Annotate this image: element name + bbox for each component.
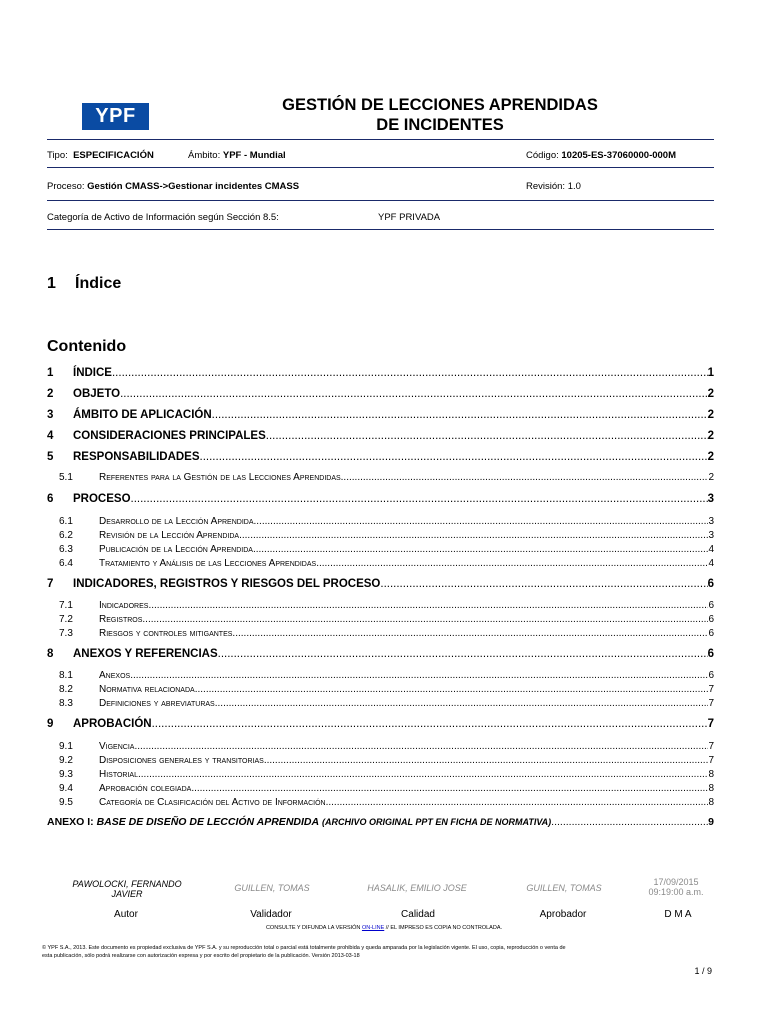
toc-entry-number: 6.2 (59, 530, 73, 541)
toc-entry-page: 2 (707, 409, 714, 421)
toc-entry-text: Historial (99, 769, 138, 780)
toc-leader (254, 516, 709, 527)
toc-leader (120, 388, 708, 400)
toc-entry-number: 7.1 (59, 600, 73, 611)
ambito-field: Ámbito: YPF - Mundial (188, 150, 286, 161)
title-line-1: GESTIÓN DE LECCIONES APRENDIDAS (282, 96, 598, 114)
toc-entry-number: 8.3 (59, 698, 73, 709)
toc-entry-page: 6 (708, 614, 714, 625)
toc-entry-text: Revisión de la Lección Aprendida (99, 530, 240, 541)
toc-entry-page: 8 (708, 797, 714, 808)
toc-entry[interactable] (47, 741, 714, 752)
codigo-field: Código: 10205-ES-37060000-000M (526, 150, 677, 161)
toc-entry-number: 9 (47, 718, 54, 730)
toc-entry-text: Indicadores (99, 600, 149, 611)
validador-label: Validador (250, 909, 292, 920)
toc-entry-page: 6 (708, 670, 714, 681)
toc-anexo-entry[interactable]: ANEXO I: BASE DE DISEÑO DE LECCIÓN APRENDIDA (ARCHIVO ORIGINAL PPT EN FICHA DE NORMATIVA) ..... 9 (47, 816, 714, 828)
section-heading: 1 Índice (47, 275, 122, 292)
toc-entry-number: 5 (47, 451, 54, 463)
title-line-2: DE INCIDENTES (376, 116, 504, 134)
toc-leader (380, 578, 707, 590)
document-title (240, 95, 640, 135)
toc-entry-number: 9.2 (59, 755, 73, 766)
toc-entry-text: Publicación de la Lección Aprendida (99, 544, 253, 555)
toc-entry-page: 3 (708, 530, 714, 541)
toc-entry-text: Riesgos y controles mitigantes (99, 628, 233, 639)
toc-entry[interactable] (47, 430, 714, 442)
ypf-logo: YPF (82, 103, 149, 130)
toc-entry[interactable] (47, 698, 714, 709)
toc-entry-number: 9.3 (59, 769, 73, 780)
toc-entry[interactable] (47, 367, 714, 379)
toc-leader (191, 783, 708, 794)
toc-entry[interactable] (47, 718, 714, 730)
toc-entry-text: APROBACIÓN (73, 718, 152, 730)
toc-entry[interactable] (47, 493, 714, 505)
toc-entry-text: ÍNDICE (73, 367, 112, 379)
toc-entry[interactable] (47, 544, 714, 555)
toc-entry[interactable] (47, 684, 714, 695)
toc-leader (264, 755, 709, 766)
toc-entry-number: 4 (47, 430, 54, 442)
toc-entry[interactable] (47, 516, 714, 527)
toc-leader (232, 628, 708, 639)
calidad-name: HASALIK, EMILIO JOSE (367, 883, 467, 893)
toc-entry-number: 8.2 (59, 684, 73, 695)
toc-entry-text: Disposiciones generales y transitorias (99, 755, 264, 766)
toc-leader (134, 741, 708, 752)
toc-leader (130, 670, 708, 681)
meta-rule-3 (47, 229, 714, 230)
toc-entry-text: Normativa relacionada (99, 684, 195, 695)
toc-entry-text: Categoría de Clasificación del Activo de Información (99, 797, 326, 808)
toc-entry[interactable] (47, 797, 714, 808)
toc-entry[interactable] (47, 648, 714, 660)
toc-entry-page: 7 (708, 684, 714, 695)
proceso-field: Proceso: Gestión CMASS->Gestionar incidentes CMASS (47, 181, 300, 192)
toc-entry-page: 4 (708, 558, 714, 569)
toc-entry-page: 6 (707, 578, 714, 590)
autor-name: PAWOLOCKI, FERNANDO JAVIER (72, 879, 182, 899)
toc-entry-page: 1 (707, 367, 714, 379)
toc-entry-number: 7.2 (59, 614, 73, 625)
toc-entry-text: Tratamiento y Análisis de las Lecciones Aprendidas (99, 558, 317, 569)
aprobador-label: Aprobador (539, 909, 587, 920)
toc-entry-number: 7.3 (59, 628, 73, 639)
toc-entry-number: 3 (47, 409, 54, 421)
toc-entry-page: 2 (707, 451, 714, 463)
toc-entry-text: OBJETO (73, 388, 121, 400)
toc-entry-number: 9.5 (59, 797, 73, 808)
toc-entry-page: 7 (708, 741, 714, 752)
toc-leader (142, 614, 708, 625)
toc-entry-page: 7 (708, 755, 714, 766)
page-number: 1 / 9 (694, 966, 712, 976)
aprobador-name: GUILLEN, TOMAS (526, 883, 602, 893)
toc-entry-number: 6.4 (59, 558, 73, 569)
toc-entry-text: Aprobación colegiada (99, 783, 192, 794)
toc-entry[interactable] (47, 614, 714, 625)
dma-label: D M A (664, 909, 692, 920)
toc-entry[interactable] (47, 600, 714, 611)
toc-leader (112, 367, 708, 379)
toc-entry-page: 2 (707, 388, 714, 400)
toc-entry-text: ÁMBITO DE APLICACIÓN (73, 409, 212, 421)
toc-entry[interactable] (47, 628, 714, 639)
toc-leader (138, 769, 708, 780)
toc-entry-number: 7 (47, 578, 54, 590)
header-rule (47, 139, 714, 140)
toc-leader (239, 530, 708, 541)
toc-entry[interactable] (47, 755, 714, 766)
online-link[interactable]: ON-LINE (361, 925, 385, 931)
toc-entry[interactable] (47, 578, 714, 590)
toc-entry-page: 6 (708, 600, 714, 611)
toc-entry-text: Definiciones y abreviaturas (99, 698, 215, 709)
toc-leader (131, 493, 708, 505)
categoria-value: YPF PRIVADA (378, 212, 441, 223)
toc-entry[interactable] (47, 670, 714, 681)
meta-rule-1 (47, 167, 714, 168)
toc-entry-page: 3 (707, 493, 714, 505)
toc-leader (326, 797, 709, 808)
toc-entry[interactable] (47, 558, 714, 569)
toc-entry-text: PROCESO (73, 493, 131, 505)
consulte-note: CONSULTE Y DIFUNDA LA VERSIÓN ON-LINE // EL IMPRESO ES COPIA NO CONTROLADA. (265, 925, 503, 931)
toc-leader (266, 430, 708, 442)
toc-entry-text: ANEXOS Y REFERENCIAS (73, 648, 218, 660)
toc-entry-page: 7 (708, 698, 714, 709)
toc-entry-number: 6 (47, 493, 54, 505)
toc-entry-text: Vigencia (99, 741, 135, 752)
toc-leader (218, 648, 708, 660)
toc-entry-text: CONSIDERACIONES PRINCIPALES (73, 430, 266, 442)
toc-entry-number: 8 (47, 648, 54, 660)
toc-entry-number: 6.3 (59, 544, 73, 555)
toc-entry-number: 2 (47, 388, 54, 400)
toc-entry-page: 4 (708, 544, 714, 555)
toc-entry-page: 8 (708, 783, 714, 794)
toc-entry-number: 6.1 (59, 516, 73, 527)
toc-entry-text: RESPONSABILIDADES (73, 451, 200, 463)
toc-leader (200, 451, 708, 463)
toc-leader (195, 684, 709, 695)
toc-entry-text: Registros (99, 614, 143, 625)
toc-entry[interactable] (47, 388, 714, 400)
toc-leader (341, 472, 709, 483)
toc-leader (152, 718, 708, 730)
approval-date: 17/09/2015 09:19:00 a.m. (648, 877, 704, 897)
toc-entry-text: Desarrollo de la Lección Aprendida (99, 516, 254, 527)
toc-entry-page: 6 (707, 648, 714, 660)
toc-entry-page: 7 (707, 718, 714, 730)
calidad-label: Calidad (401, 909, 435, 920)
autor-label: Autor (114, 909, 138, 920)
toc-title: Contenido (47, 338, 127, 355)
meta-rule-2 (47, 200, 714, 201)
toc-entry-page: 8 (708, 769, 714, 780)
toc-leader (316, 558, 708, 569)
toc-entry[interactable] (47, 769, 714, 780)
toc-entry-number: 1 (47, 367, 54, 379)
toc-entry-number: 9.1 (59, 741, 73, 752)
toc-entry-number: 5.1 (59, 472, 73, 483)
toc-entry-text: INDICADORES, REGISTROS Y RIESGOS DEL PROCESO (73, 578, 381, 590)
copyright-note: © YPF S.A., 2013. Este documento es propiedad exclusiva de YPF S.A. y su reproducción total o parcial está totalmente prohibida y queda amparada por la legislación vigente. El uso, copia, reproducción o venta de esta publicación, sólo podrá realizarse con autorización expresa y por escrito del propietario de la publicación. Versión 2013-03-18 (42, 945, 566, 959)
toc-entry-text: Anexos (99, 670, 131, 681)
toc-entry-number: 8.1 (59, 670, 73, 681)
toc-leader (148, 600, 708, 611)
toc-entry[interactable] (47, 472, 714, 483)
validador-name: GUILLEN, TOMAS (234, 883, 310, 893)
toc-entry[interactable] (47, 783, 714, 794)
categoria-label: Categoría de Activo de Información según Sección 8.5: (47, 212, 279, 223)
toc-leader (212, 409, 708, 421)
tipo-field: Tipo: ESPECIFICACIÓN (47, 150, 154, 161)
toc-entry[interactable] (47, 409, 714, 421)
toc-entry-page: 2 (708, 472, 714, 483)
toc-entry[interactable] (47, 451, 714, 463)
toc-entry-page: 2 (707, 430, 714, 442)
toc-entry-page: 3 (708, 516, 714, 527)
toc-leader (215, 698, 709, 709)
toc-entry-page: 6 (708, 628, 714, 639)
toc-entry-number: 9.4 (59, 783, 73, 794)
toc-leader (253, 544, 709, 555)
toc-entry[interactable] (47, 530, 714, 541)
revision-field: Revisión: 1.0 (526, 181, 581, 192)
toc-entry-text: Referentes para la Gestión de las Lecciones Aprendidas (99, 472, 341, 483)
